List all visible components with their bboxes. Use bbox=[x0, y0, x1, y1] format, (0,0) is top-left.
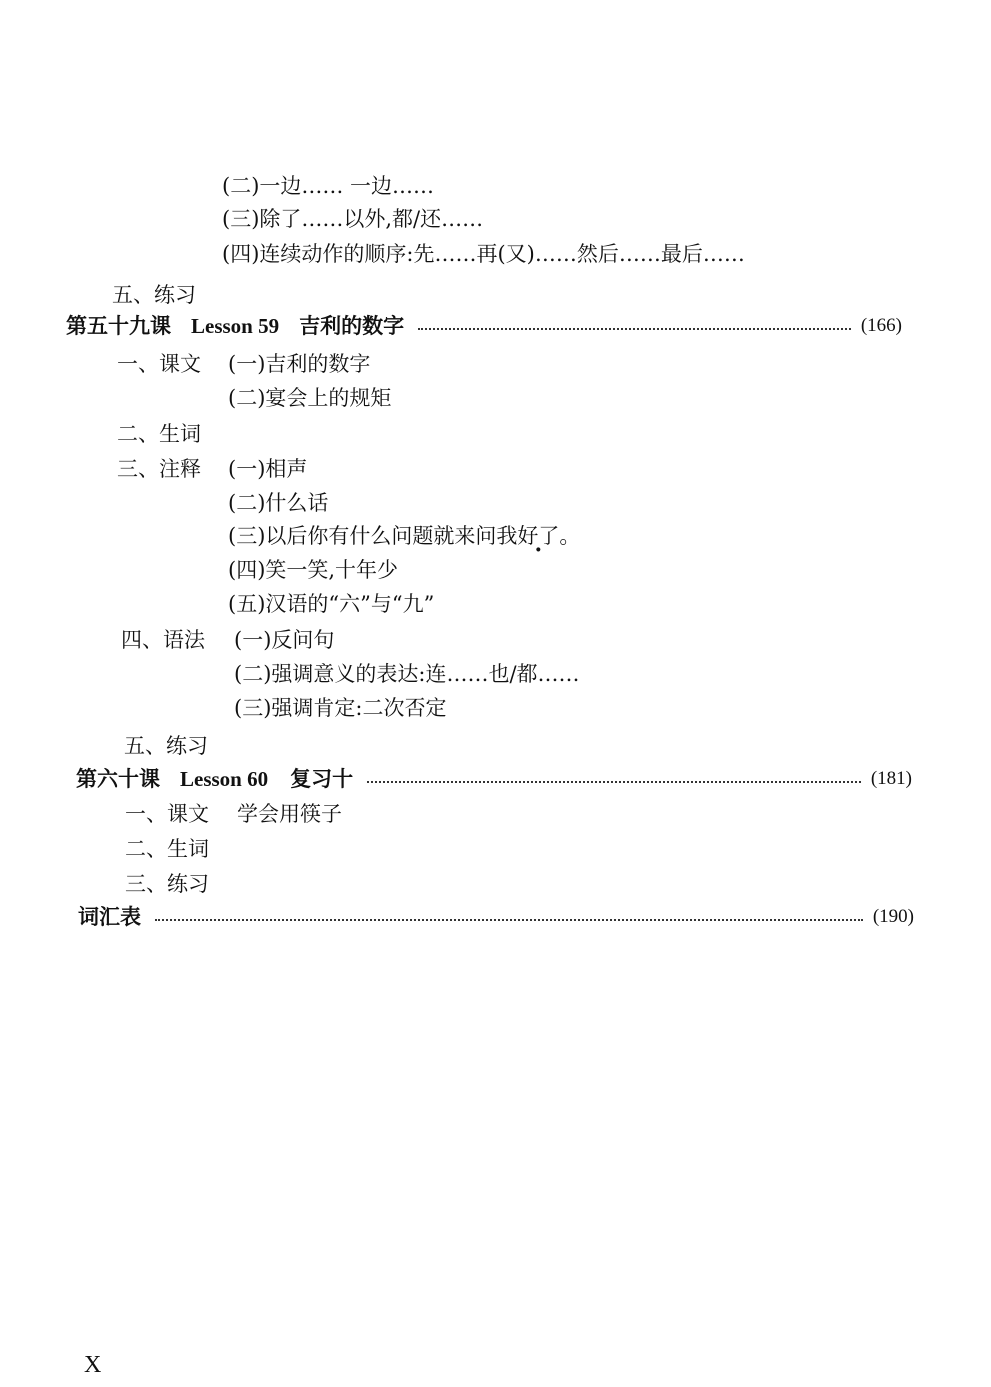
leader-dots bbox=[367, 781, 861, 783]
toc-section-practice: 五、练习 bbox=[124, 734, 208, 758]
toc-section-text: 一、课文 bbox=[117, 352, 201, 376]
toc-section-notes: 三、注释 bbox=[117, 457, 201, 481]
page-ref: (166) bbox=[860, 315, 902, 336]
toc-subitem bbox=[228, 522, 580, 550]
toc-subitem: (五)汉语的“六”与“九” bbox=[228, 592, 435, 616]
lesson-title-en: Lesson 59 bbox=[191, 314, 280, 338]
leader-dots bbox=[418, 328, 851, 330]
toc-subitem: (三)除了……以外,都/还…… bbox=[222, 207, 484, 231]
toc-subitem: (二)宴会上的规矩 bbox=[228, 386, 392, 410]
toc-subitem-text: (三)以后你有什么问题就来问我 bbox=[228, 524, 518, 548]
page-ref: (181) bbox=[870, 768, 912, 789]
toc-glossary[interactable] bbox=[78, 903, 914, 931]
toc-lesson-60[interactable] bbox=[76, 765, 912, 793]
lesson-title-cn: 第五十九课 bbox=[66, 313, 171, 338]
lesson-title-en: Lesson 60 bbox=[180, 767, 269, 791]
page-ref: (190) bbox=[872, 906, 914, 927]
toc-section-text: 一、课文 bbox=[125, 802, 209, 826]
toc-lesson-59[interactable] bbox=[66, 312, 902, 340]
toc-section-grammar: 四、语法 bbox=[121, 628, 205, 652]
lesson-title-topic: 吉利的数字 bbox=[299, 313, 405, 338]
toc-section-practice: 五、练习 bbox=[112, 283, 196, 307]
toc-subitem: 学会用筷子 bbox=[237, 802, 342, 826]
lesson-title-cn: 第六十课 bbox=[76, 766, 160, 791]
toc-subitem: (三)强调肯定:二次否定 bbox=[234, 696, 447, 720]
toc-subitem: (一)相声 bbox=[228, 457, 308, 481]
toc-subitem-tail: 。 bbox=[559, 524, 581, 548]
toc-subitem: (二)强调意义的表达:连……也/都…… bbox=[234, 662, 580, 686]
emphasis-text: 好了 bbox=[517, 524, 560, 548]
toc-subitem: (四)笑一笑,十年少 bbox=[228, 558, 399, 582]
toc-section-vocab: 二、生词 bbox=[117, 422, 201, 446]
lesson-title-topic: 复习十 bbox=[290, 766, 354, 791]
glossary-label: 词汇表 bbox=[78, 904, 141, 929]
toc-subitem: (二)什么话 bbox=[228, 491, 329, 515]
leader-dots bbox=[155, 919, 863, 921]
toc-section-practice: 三、练习 bbox=[125, 872, 209, 896]
toc-subitem: (二)一边…… 一边…… bbox=[222, 174, 435, 198]
toc-subitem: (四)连续动作的顺序:先……再(又)……然后……最后…… bbox=[222, 242, 745, 266]
page-number: X bbox=[84, 1352, 102, 1378]
toc-subitem: (一)反问句 bbox=[234, 628, 335, 652]
toc-subitem: (一)吉利的数字 bbox=[228, 352, 371, 376]
toc-section-vocab: 二、生词 bbox=[125, 837, 209, 861]
